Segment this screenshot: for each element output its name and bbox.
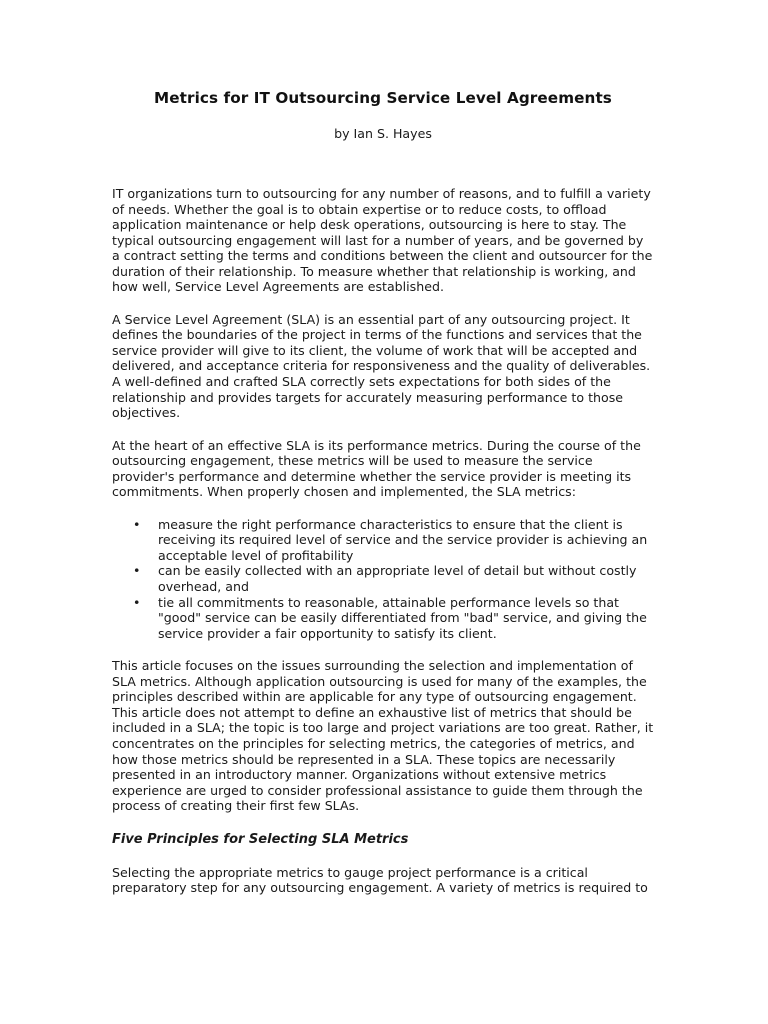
list-item-text: can be easily collected with an appropriate level of detail but without costly overhead, and	[158, 563, 637, 595]
list-item	[133, 594, 654, 642]
sla-metrics-list	[112, 517, 654, 641]
paragraph-article-focus: This article focuses on the issues surrounding the selection and implementation of SLA metrics. Although application outsourcing is used for many of the examples, the principles described within are applicable for any type of outsourcing engagement. This article does not attempt to define an exhaustive list of metrics that should be included in a SLA; the topic is too large and project variations are too great. Rather, it concentrates on the principles for selecting metrics, the categories of metrics, and how those metrics should be represented in a SLA. These topics are necessarily presented in an introductory manner. Organizations without extensive metrics experience are urged to consider professional assistance to guide them through the process of creating their first few SLAs.	[112, 658, 654, 814]
list-item-text: measure the right performance characteristics to ensure that the client is receiving its required level of service and the service provider is achieving an acceptable level of profitability	[158, 516, 648, 563]
document-author: by Ian S. Hayes	[334, 126, 432, 141]
document-title: Metrics for IT Outsourcing Service Level Agreements	[154, 89, 612, 107]
list-item	[133, 516, 654, 564]
list-item-text: tie all commitments to reasonable, attainable performance levels so that "good" service can be easily differentiated from "bad" service, and giving the service provider a fair opportunity to satisfy its client.	[158, 594, 647, 641]
paragraph-selecting-metrics: Selecting the appropriate metrics to gauge project performance is a critical preparatory step for any outsourcing engagement. A variety of metrics is required to	[112, 864, 648, 896]
bullet-marker: •	[133, 594, 141, 610]
bullet-marker: •	[133, 516, 141, 532]
paragraph-sla-definition: A Service Level Agreement (SLA) is an essential part of any outsourcing project. It defines the boundaries of the project in terms of the functions and services that the service provider will give to its client, the volume of work that will be accepted and delivered, and acceptance criteria for responsiveness and the quality of deliverables. A well-defined and crafted SLA correctly sets expectations for both sides of the relationship and provides targets for accurately measuring performance to those objectives.	[112, 311, 651, 421]
document-page	[112, 88, 654, 913]
bullet-marker: •	[133, 563, 141, 579]
list-item	[133, 563, 654, 595]
paragraph-performance-metrics: At the heart of an effective SLA is its performance metrics. During the course of the outsourcing engagement, these metrics will be used to measure the service provider's performance and determine whether the service provider is meeting its commitments. When properly chosen and implemented, the SLA metrics:	[112, 437, 641, 500]
paragraph-intro: IT organizations turn to outsourcing for any number of reasons, and to fulfill a variety of needs. Whether the goal is to obtain expertise or to reduce costs, to offload application maintenance or help desk operations, outsourcing is here to stay. The typical outsourcing engagement will last for a number of years, and be governed by a contract setting the terms and conditions between the client and outsourcer for the duration of their relationship. To measure whether that relationship is working, and how well, Service Level Agreements are established.	[112, 186, 653, 295]
section-heading: Five Principles for Selecting SLA Metrics	[112, 831, 409, 847]
